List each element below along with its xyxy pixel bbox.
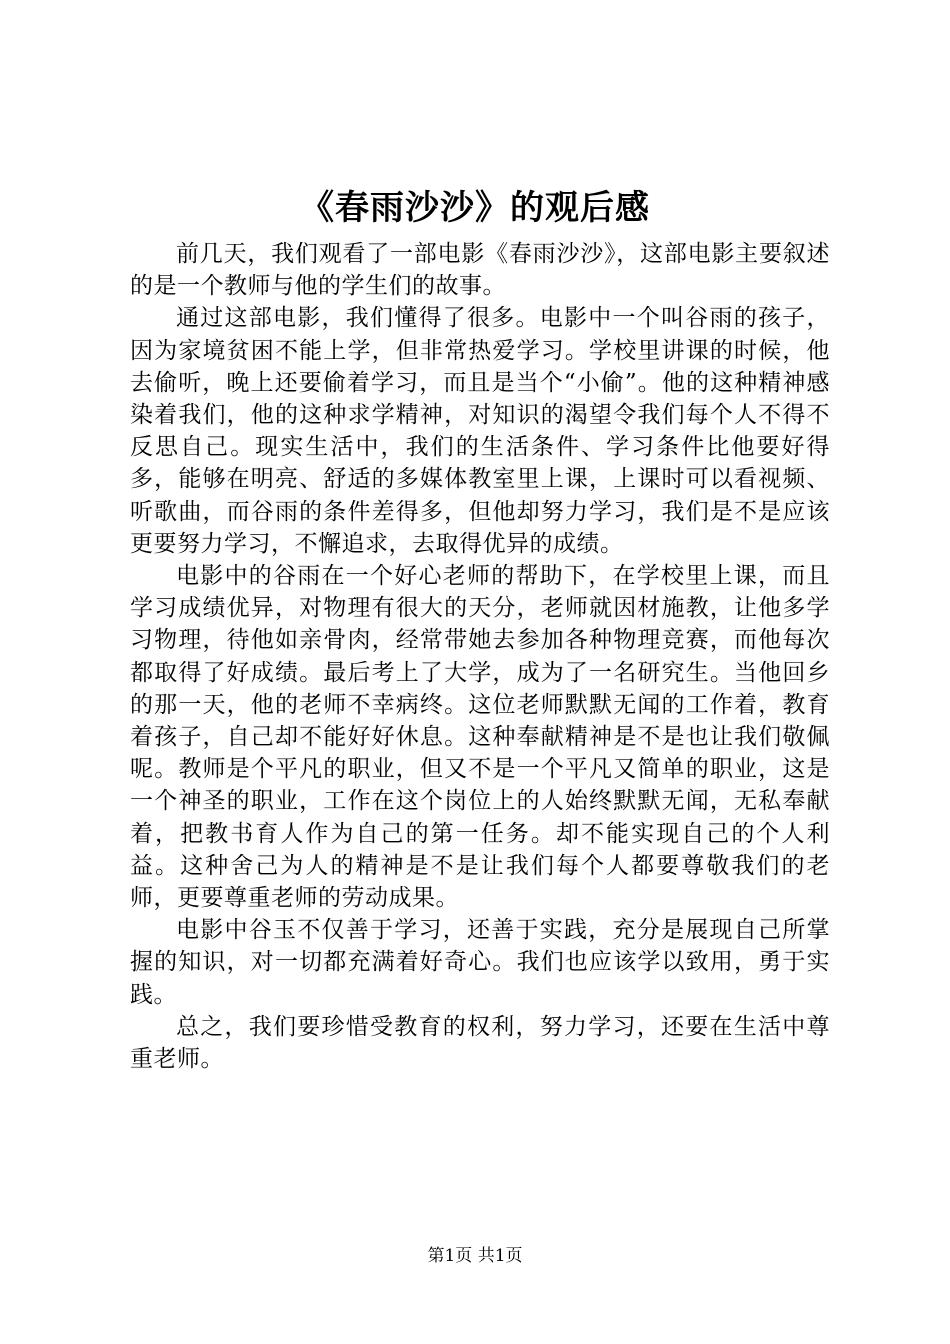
page-footer: 第1页 共1页 — [427, 1246, 523, 1266]
document-title: 《春雨沙沙》的观后感 — [300, 188, 650, 228]
paragraph-1: 前几天，我们观看了一部电影《春雨沙沙》，这部电影主要叙述的是一个教师与他的学生们的故事。 — [130, 241, 830, 300]
paragraph-4: 电影中谷玉不仅善于学习，还善于实践，充分是展现自己所掌握的知识，对一切都充满着好奇心。我们也应该学以致用，勇于实践。 — [130, 917, 830, 1008]
paragraph-5: 总之，我们要珍惜受教育的权利，努力学习，还要在生活中尊重老师。 — [130, 1013, 830, 1073]
paragraph-3: 电影中的谷雨在一个好心老师的帮助下，在学校里上课，而且学习成绩优异，对物理有很大的天分，老师就因材施教，让他多学习物理，待他如亲骨肉，经常带她去参加各种物理竞赛，而他每次都取得了好成绩。最后考上了大学，成为了一名研究生。当他回乡的那一天，他的老师不幸病终。这位老师默默无闻的工作着，教育着孩子，自己却不能好好休息。这种奉献精神是不是也让我们敬佩呢。教师是个平凡的职业，但又不是一个平凡又简单的职业，这是一个神圣的职业，工作在这个岗位上的人始终默默无闻，无私奉献着，把教书育人作为自己的第一任务。却不能实现自己的个人利益。这种舍己为人的精神是不是让我们每个人都要尊敬我们的老师，更要尊重老师的劳动成果。 — [130, 563, 830, 912]
paragraph-2: 通过这部电影，我们懂得了很多。电影中一个叫谷雨的孩子，因为家境贫困不能上学，但非常热爱学习。学校里讲课的时候，他去偷听，晚上还要偷着学习，而且是当个“小偷”。他的这种精神感染着我们，他的这种求学精神，对知识的渴望令我们每个人不得不反思自己。现实生活中，我们的生活条件、学习条件比他要好得多，能够在明亮、舒适的多媒体教室里上课，上课时可以看视频、听歌曲，而谷雨的条件差得多，但他却努力学习，我们是不是应该更要努力学习，不懈追求，去取得优异的成绩。 — [130, 305, 830, 557]
document-body — [130, 238, 830, 1075]
